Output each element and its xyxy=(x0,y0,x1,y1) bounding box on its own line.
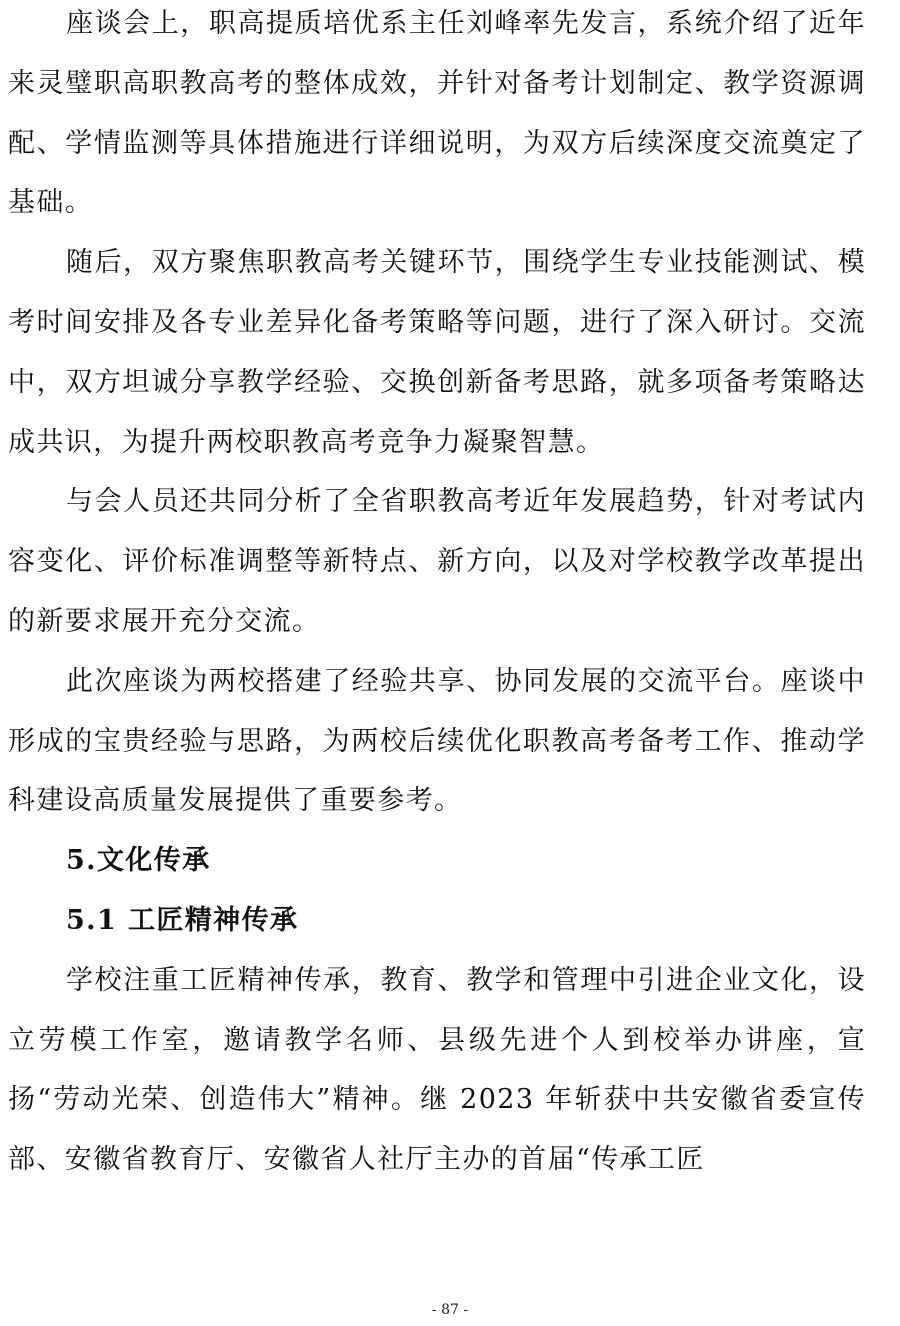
page-number: - 87 - xyxy=(431,1302,469,1318)
paragraph-key-discussion: 随后，双方聚焦职教高考关键环节，围绕学生专业技能测试、模考时间安排及各专业差异化备考策略等问题，进行了深入研讨。交流中，双方坦诚分享教学经验、交换创新备考思路，就多项备考策略达成共识，为提升两校职教高考竞争力凝聚智慧。 xyxy=(8,247,866,458)
document-body xyxy=(8,0,866,1190)
paragraph-craftsman-spirit: 学校注重工匠精神传承，教育、教学和管理中引进企业文化，设立劳模工作室，邀请教学名师、县级先进个人到校举办讲座，宣扬“劳动光荣、创造伟大”精神。继 2023 年斩获中共安徽省委宣传部、安徽省教育厅、安徽省人社厅主办的首届“传承工匠 xyxy=(8,964,866,1176)
paragraph-symposium-summary: 此次座谈为两校搭建了经验共享、协同发展的交流平台。座谈中形成的宝贵经验与思路，为两校后续优化职教高考备考工作、推动学科建设高质量发展提供了重要参考。 xyxy=(8,665,866,817)
paragraph-trend-analysis: 与会人员还共同分析了全省职教高考近年发展趋势，针对考试内容变化、评价标准调整等新特点、新方向，以及对学校教学改革提出的新要求展开充分交流。 xyxy=(8,486,866,637)
section-heading-cultural-heritage: 5.文化传承 xyxy=(66,845,211,877)
paragraph-symposium-opening: 座谈会上，职高提质培优系主任刘峰率先发言，系统介绍了近年来灵璧职高职教高考的整体成效，并针对备考计划制定、教学资源调配、学情监测等具体措施进行详细说明，为双方后续深度交流奠定了基础。 xyxy=(8,8,866,219)
subsection-heading-craftsman-spirit: 5.1 工匠精神传承 xyxy=(66,904,299,936)
